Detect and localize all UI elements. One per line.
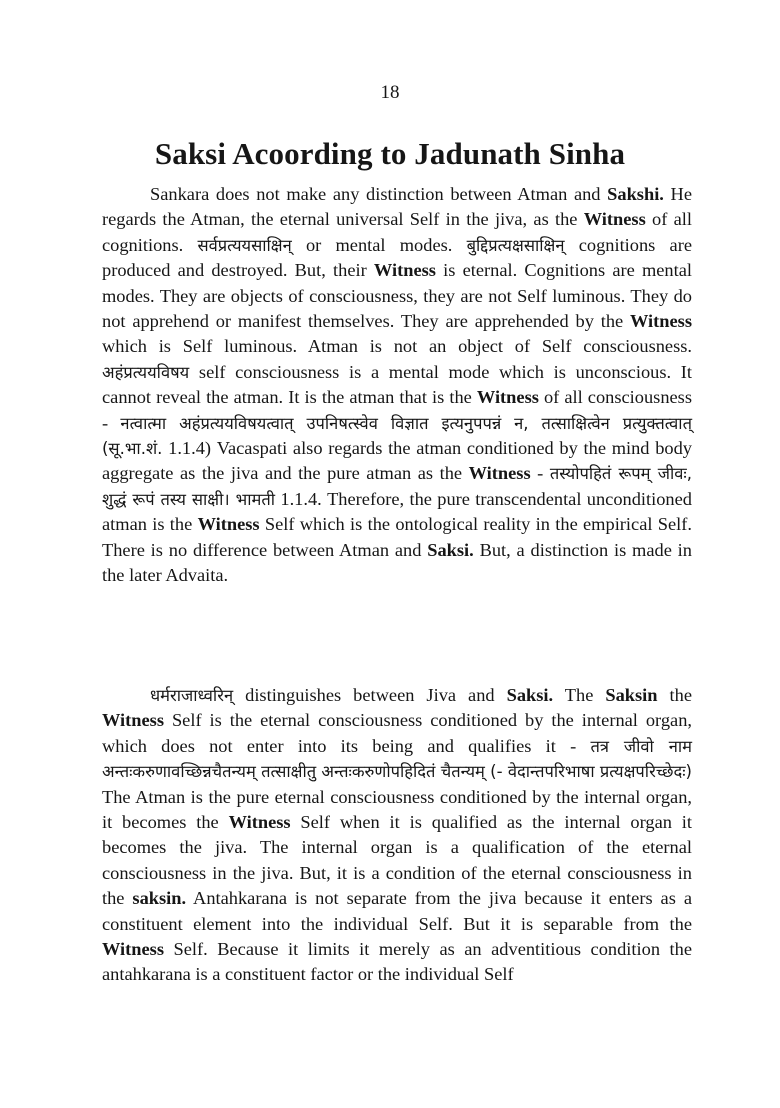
text-run: The Atman is the pure eternal consciousness conditioned by the internal organ, it becomes the (102, 786, 692, 833)
paragraph-1-container (102, 182, 692, 589)
text-run: distinguishes between Jiva and (233, 685, 507, 705)
bold-term: Witness (102, 939, 164, 960)
bold-term: Witness (373, 260, 436, 281)
text-run: cognitions are produced and destroyed. But, their (102, 234, 692, 281)
text-run: is eternal. Cognitions are mental modes. They are objects of consciousness, they are not Self luminous. They do not apprehend or manifest themselves. They are apprehended by the (102, 260, 692, 332)
bold-term: Sakshi. (607, 184, 664, 204)
bold-term: saksin. (132, 888, 187, 909)
text-run: 1.1.4) Vacaspati also regards the atman conditioned by the mind body aggregate as the jiva and the pure atman as the (102, 438, 692, 484)
sanskrit-text: तत्र जीवो नाम अन्तःकरुणावच्छिन्नचैतन्यम् तत्साक्षीतु अन्तःकरुणोपहिदितं चैतन्यम् (- वेदान्तपरिभाषा प्रत्यक्षपरिच्छेदः) (102, 736, 692, 782)
page-title: Saksi Acoording to Jadunath Sinha (154, 136, 626, 171)
sanskrit-text: सर्वप्रत्ययसाक्षिन् (197, 235, 292, 255)
bold-term: Witness (102, 710, 164, 731)
sanskrit-text: बुद्दिप्रत्यक्षसाक्षिन् (466, 235, 565, 255)
sanskrit-text: नत्वात्मा अहंप्रत्ययविषयत्वात् उपनिषत्स्वेव विज्ञात इत्यनुपपन्नं न, तत्साक्षित्वेन प्रत्युक्तत्वात् (सू.भा.शं. (102, 413, 692, 459)
page-number: 18 (380, 82, 400, 103)
bold-term: Saksin (605, 685, 658, 705)
text-run: Self is the eternal consciousness conditioned by the internal organ, which does not enter into its being and qualifies it - (102, 710, 692, 756)
text-run: 1.1.4. Therefore, the pure transcendental unconditioned atman is the (102, 488, 692, 535)
paragraph (102, 683, 692, 988)
text-run: Antahkarana is not separate from the jiva because it enters as a constituent element into the individual Self. But it is separable from the (102, 888, 692, 934)
text-run: which is Self luminous. Atman is not an object of Self consciousness. (102, 336, 692, 357)
bold-term: Saksi. (506, 685, 554, 705)
sanskrit-text: धर्मराजाध्वरिन् (150, 686, 234, 705)
text-run: Self. Because it limits it merely as an adventitious condition the antahkarana is a constituent factor or the individual Self (102, 939, 692, 985)
text-run: of all cognitions. (102, 209, 692, 255)
bold-term: Witness (583, 209, 646, 230)
bold-term: Witness (630, 311, 692, 332)
text-run: Self when it is qualified as the internal organ it becomes the jiva. The internal organ is a qualification of the eternal consciousness in the jiva. But, it is a condition of the eternal consciousness in the (102, 812, 693, 909)
text-run: self consciousness is a mental mode which is unconscious. It cannot reveal the atman. It is the atman that is the (102, 361, 692, 408)
bold-term: Witness (228, 812, 291, 833)
bold-term: Saksi. (427, 539, 474, 560)
text-run: of all consciousness - (102, 387, 692, 433)
paragraph (102, 182, 692, 589)
text-run: - (530, 463, 550, 484)
text-run: The (553, 685, 606, 705)
text-run: Self which is the ontological reality in the empirical Self. There is no difference between Atman and (102, 514, 692, 560)
bold-term: Witness (476, 387, 539, 408)
sanskrit-text: अहंप्रत्ययविषय (102, 362, 190, 382)
bold-term: Witness (197, 514, 260, 535)
text-run: But, a distinction is made in the later Advaita. (102, 539, 692, 586)
bold-term: Witness (468, 463, 531, 484)
text-run: or mental modes. (291, 234, 467, 255)
sanskrit-text: तस्योपहितं रूपम् जीवः, शुद्धं रूपं तस्य साक्षी। भामती (102, 464, 693, 509)
text-run: He regards the Atman, the eternal universal Self in the jiva, as the (102, 184, 692, 230)
text-run: Sankara does not make any distinction between Atman and (150, 184, 608, 204)
paragraph-2-container (102, 683, 692, 988)
text-run: the (657, 685, 692, 705)
